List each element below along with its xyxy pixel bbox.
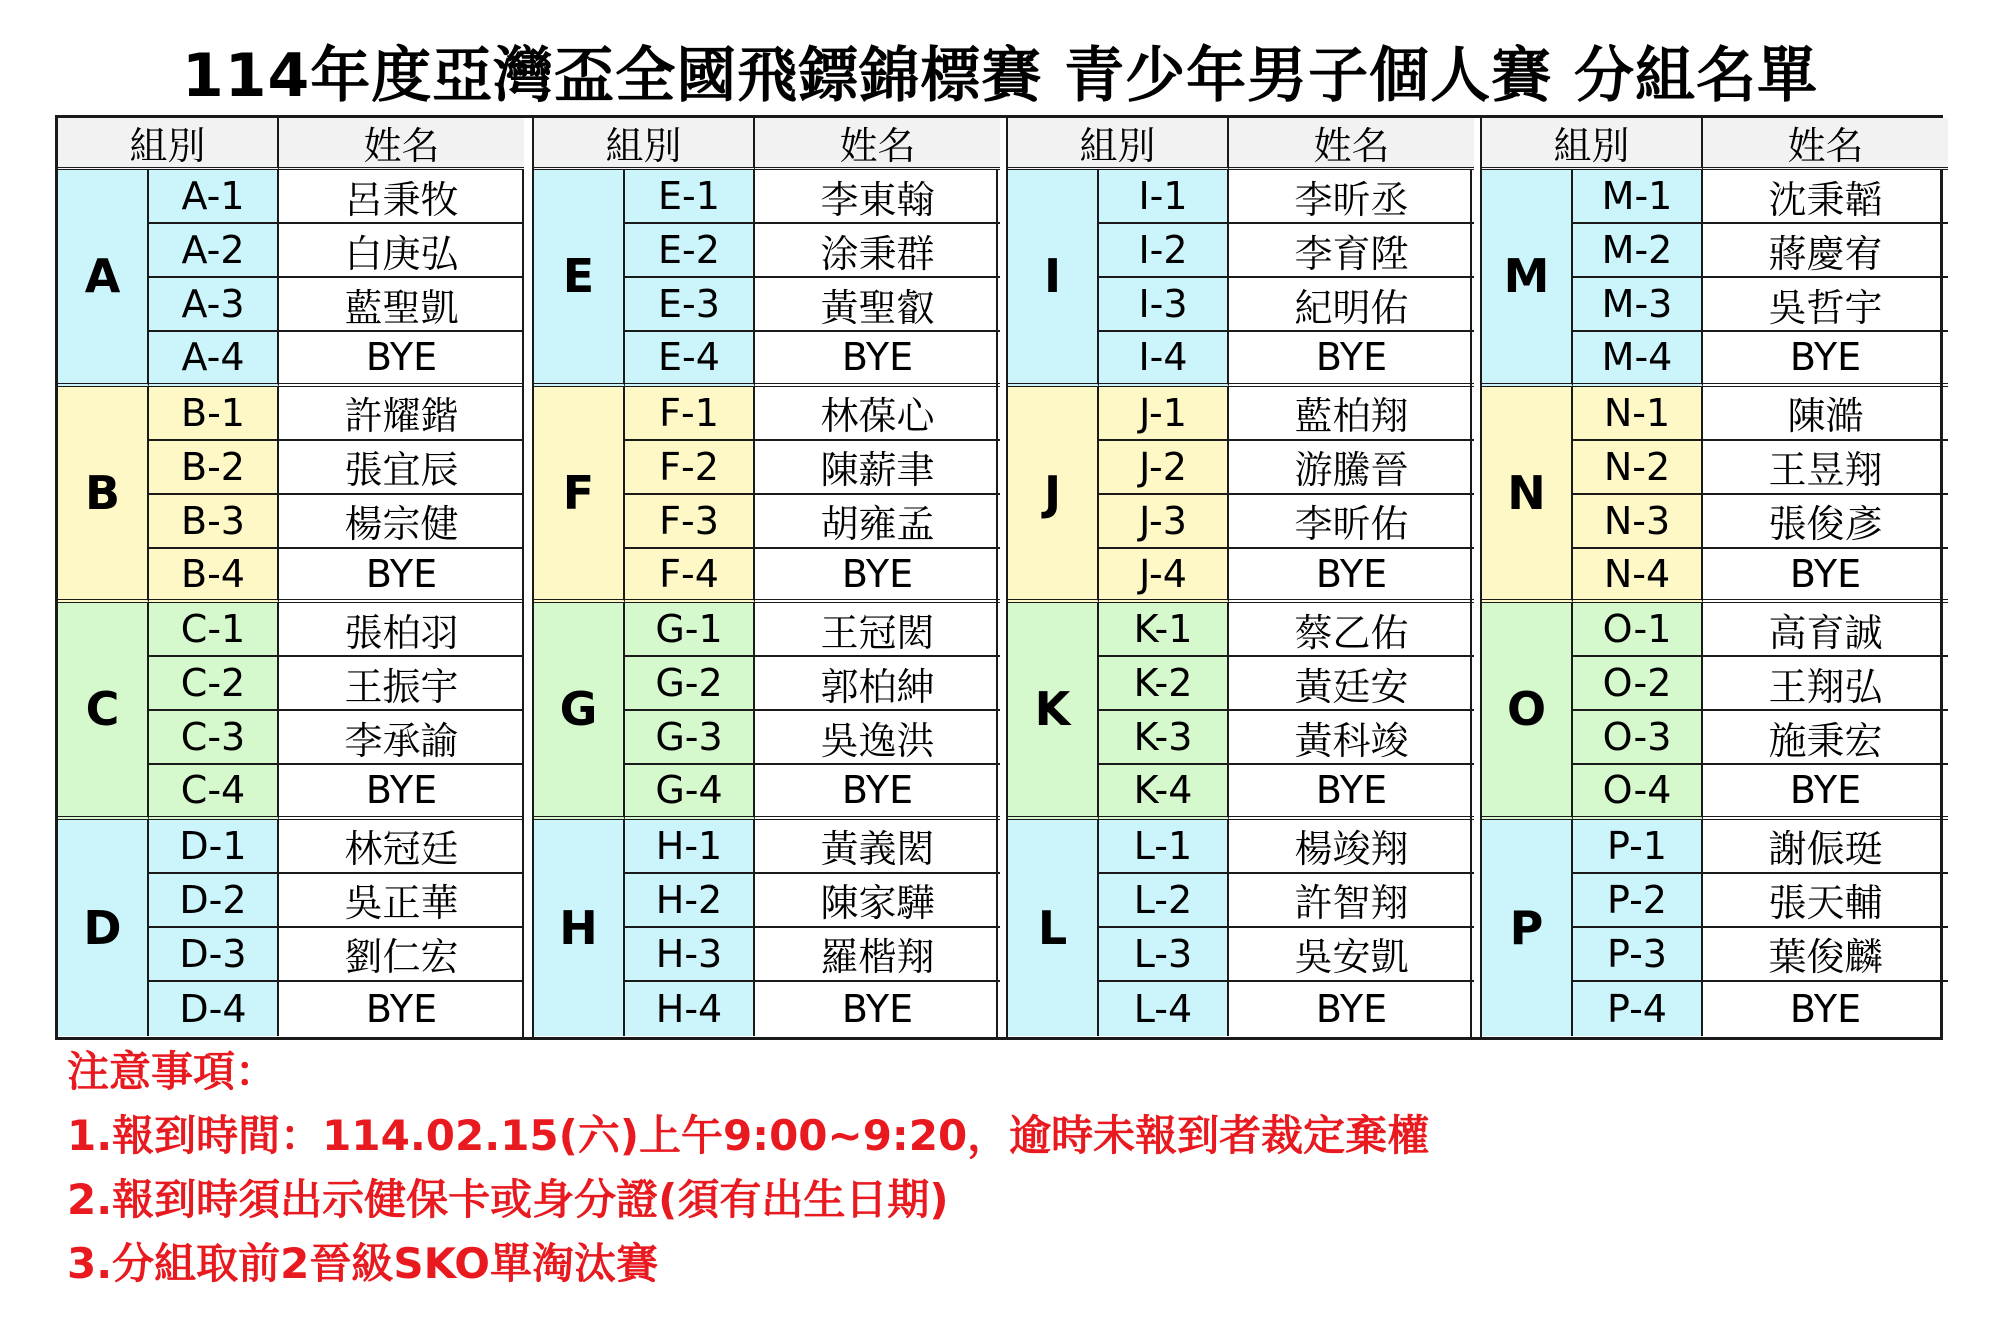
entry-name: 張柏羽 [279, 603, 524, 657]
entry-code: O-2 [1573, 657, 1703, 711]
entry-name: 紀明佑 [1229, 278, 1474, 332]
header-group: 組別 [1008, 118, 1229, 170]
entry-code: D-4 [149, 982, 279, 1036]
entry-code: E-4 [625, 332, 755, 386]
entry-name: 陳薪聿 [755, 441, 1000, 495]
entry-name: 楊宗健 [279, 495, 524, 549]
group-letter: P [1482, 820, 1573, 1037]
page-title: 114年度亞灣盃全國飛鏢錦標賽 青少年男子個人賽 分組名單 [181, 41, 1819, 111]
entry-code: L-1 [1099, 820, 1229, 874]
entry-name: 謝侲珽 [1703, 820, 1948, 874]
entry-name: 黃聖叡 [755, 278, 1000, 332]
entry-code: C-2 [149, 657, 279, 711]
entry-name: 黃義閎 [755, 820, 1000, 874]
entry-name: 林冠廷 [279, 820, 524, 874]
entry-code: B-3 [149, 495, 279, 549]
group-letter: M [1482, 170, 1573, 387]
group-table [55, 115, 1943, 1040]
entry-name: 黃廷安 [1229, 657, 1474, 711]
entry-code: O-1 [1573, 603, 1703, 657]
entry-name: 吳哲宇 [1703, 278, 1948, 332]
entry-name: 林葆心 [755, 387, 1000, 441]
entry-code: E-3 [625, 278, 755, 332]
entry-code: L-2 [1099, 874, 1229, 928]
entry-code: B-1 [149, 387, 279, 441]
note-item: 1.報到時間：114.02.15(六)上午9:00~9:20，逾時未報到者裁定棄權 [67, 1111, 1430, 1160]
entry-name: BYE [1703, 332, 1948, 386]
entry-code: I-3 [1099, 278, 1229, 332]
entry-code: E-2 [625, 224, 755, 278]
entry-name: 李昕佑 [1229, 495, 1474, 549]
note-item: 2.報到時須出示健保卡或身分證(須有出生日期) [67, 1175, 949, 1224]
entry-name: 沈秉韜 [1703, 170, 1948, 224]
entry-code: G-2 [625, 657, 755, 711]
entry-name: 羅楷翔 [755, 928, 1000, 982]
header-group: 組別 [534, 118, 755, 170]
entry-code: G-3 [625, 711, 755, 765]
entry-code: K-2 [1099, 657, 1229, 711]
note-item: 3.分組取前2晉級SKO單淘汰賽 [67, 1239, 659, 1288]
group-letter: I [1008, 170, 1099, 387]
entry-name: 郭柏紳 [755, 657, 1000, 711]
entry-code: N-4 [1573, 549, 1703, 603]
notes [67, 1040, 1429, 1296]
group-letter: N [1482, 387, 1573, 604]
header-name: 姓名 [279, 118, 524, 170]
entry-code: E-1 [625, 170, 755, 224]
entry-name: 李承諭 [279, 711, 524, 765]
notes-heading: 注意事項： [67, 1047, 278, 1096]
group-letter: C [58, 603, 149, 820]
entry-code: A-3 [149, 278, 279, 332]
entry-code: J-1 [1099, 387, 1229, 441]
entry-code: C-1 [149, 603, 279, 657]
entry-code: F-1 [625, 387, 755, 441]
entry-name: 藍柏翔 [1229, 387, 1474, 441]
entry-code: F-4 [625, 549, 755, 603]
entry-code: P-2 [1573, 874, 1703, 928]
entry-name: 楊竣翔 [1229, 820, 1474, 874]
entry-code: M-2 [1573, 224, 1703, 278]
entry-code: J-2 [1099, 441, 1229, 495]
entry-name: 施秉宏 [1703, 711, 1948, 765]
group-letter: H [534, 820, 625, 1037]
entry-code: P-4 [1573, 982, 1703, 1036]
entry-name: 王振宇 [279, 657, 524, 711]
entry-code: B-2 [149, 441, 279, 495]
entry-name: 蔡乙佑 [1229, 603, 1474, 657]
entry-code: A-2 [149, 224, 279, 278]
group-letter: A [58, 170, 149, 387]
entry-name: BYE [1229, 549, 1474, 603]
entry-code: P-1 [1573, 820, 1703, 874]
entry-name: 劉仁宏 [279, 928, 524, 982]
entry-name: 葉俊麟 [1703, 928, 1948, 982]
entry-code: H-3 [625, 928, 755, 982]
entry-code: A-4 [149, 332, 279, 386]
group-letter: K [1008, 603, 1099, 820]
header-name: 姓名 [1703, 118, 1948, 170]
entry-name: 游騰晉 [1229, 441, 1474, 495]
entry-code: D-1 [149, 820, 279, 874]
group-column [58, 118, 524, 1037]
entry-code: N-3 [1573, 495, 1703, 549]
entry-code: K-4 [1099, 765, 1229, 819]
entry-name: BYE [841, 986, 914, 1031]
entry-code: M-4 [1573, 332, 1703, 386]
entry-code: G-4 [625, 765, 755, 819]
header-group: 組別 [58, 118, 279, 170]
entry-name: 王翔弘 [1703, 657, 1948, 711]
group-column [532, 118, 998, 1037]
entry-code: C-3 [149, 711, 279, 765]
entry-code: N-2 [1573, 441, 1703, 495]
entry-name: 吳正華 [279, 874, 524, 928]
entry-name: 藍聖凱 [279, 278, 524, 332]
entry-name: 高育誠 [1703, 603, 1948, 657]
entry-name: 黃科竣 [1229, 711, 1474, 765]
entry-code: D-2 [149, 874, 279, 928]
entry-name: BYE [755, 549, 1000, 603]
entry-name: BYE [1229, 332, 1474, 386]
entry-code: C-4 [149, 765, 279, 819]
entry-name: 蔣慶宥 [1703, 224, 1948, 278]
entry-name: BYE [279, 765, 524, 819]
entry-name: 李育陞 [1229, 224, 1474, 278]
entry-code: H-1 [625, 820, 755, 874]
group-column [1006, 118, 1472, 1037]
entry-name: 張俊彥 [1703, 495, 1948, 549]
entry-code: G-1 [625, 603, 755, 657]
entry-code: H-4 [625, 982, 755, 1036]
entry-name: BYE [755, 332, 1000, 386]
group-letter: L [1008, 820, 1099, 1037]
entry-code: K-3 [1099, 711, 1229, 765]
entry-name: 陳家驊 [755, 874, 1000, 928]
entry-name: 陳澔 [1703, 387, 1948, 441]
entry-name: BYE [1703, 549, 1948, 603]
entry-code: A-1 [149, 170, 279, 224]
header-name: 姓名 [1229, 118, 1474, 170]
entry-code: K-1 [1099, 603, 1229, 657]
entry-name: BYE [1315, 986, 1388, 1031]
entry-code: P-3 [1573, 928, 1703, 982]
entry-name: 張天輔 [1703, 874, 1948, 928]
entry-code: B-4 [149, 549, 279, 603]
group-column [1480, 118, 1946, 1037]
entry-code: F-2 [625, 441, 755, 495]
entry-name: 李昕丞 [1229, 170, 1474, 224]
entry-name: 呂秉牧 [279, 170, 524, 224]
group-letter: E [534, 170, 625, 387]
entry-code: O-4 [1573, 765, 1703, 819]
group-letter: J [1008, 387, 1099, 604]
entry-name: 張宜辰 [279, 441, 524, 495]
entry-name: BYE [755, 765, 1000, 819]
entry-code: F-3 [625, 495, 755, 549]
entry-name: 涂秉群 [755, 224, 1000, 278]
entry-code: J-3 [1099, 495, 1229, 549]
header-name: 姓名 [755, 118, 1000, 170]
entry-code: I-2 [1099, 224, 1229, 278]
header-group: 組別 [1482, 118, 1703, 170]
entry-name: BYE [365, 986, 438, 1031]
group-letter: B [58, 387, 149, 604]
entry-name: BYE [1229, 765, 1474, 819]
entry-code: L-3 [1099, 928, 1229, 982]
entry-name: 許耀鍇 [279, 387, 524, 441]
entry-name: 吳安凱 [1229, 928, 1474, 982]
entry-code: D-3 [149, 928, 279, 982]
group-letter: D [58, 820, 149, 1037]
entry-code: M-3 [1573, 278, 1703, 332]
group-letter: G [534, 603, 625, 820]
entry-code: H-2 [625, 874, 755, 928]
entry-name: 李東翰 [755, 170, 1000, 224]
entry-name: BYE [1703, 765, 1948, 819]
entry-code: M-1 [1573, 170, 1703, 224]
entry-name: 王昱翔 [1703, 441, 1948, 495]
entry-code: J-4 [1099, 549, 1229, 603]
entry-name: BYE [279, 332, 524, 386]
entry-name: 白庚弘 [279, 224, 524, 278]
entry-code: I-4 [1099, 332, 1229, 386]
entry-name: 許智翔 [1229, 874, 1474, 928]
entry-code: L-4 [1099, 982, 1229, 1036]
entry-code: O-3 [1573, 711, 1703, 765]
entry-code: N-1 [1573, 387, 1703, 441]
group-letter: O [1482, 603, 1573, 820]
entry-name: 吳逸洪 [755, 711, 1000, 765]
group-letter: F [534, 387, 625, 604]
entry-name: 王冠閎 [755, 603, 1000, 657]
entry-name: BYE [1789, 986, 1862, 1031]
entry-name: BYE [279, 549, 524, 603]
entry-code: I-1 [1099, 170, 1229, 224]
entry-name: 胡雍孟 [755, 495, 1000, 549]
